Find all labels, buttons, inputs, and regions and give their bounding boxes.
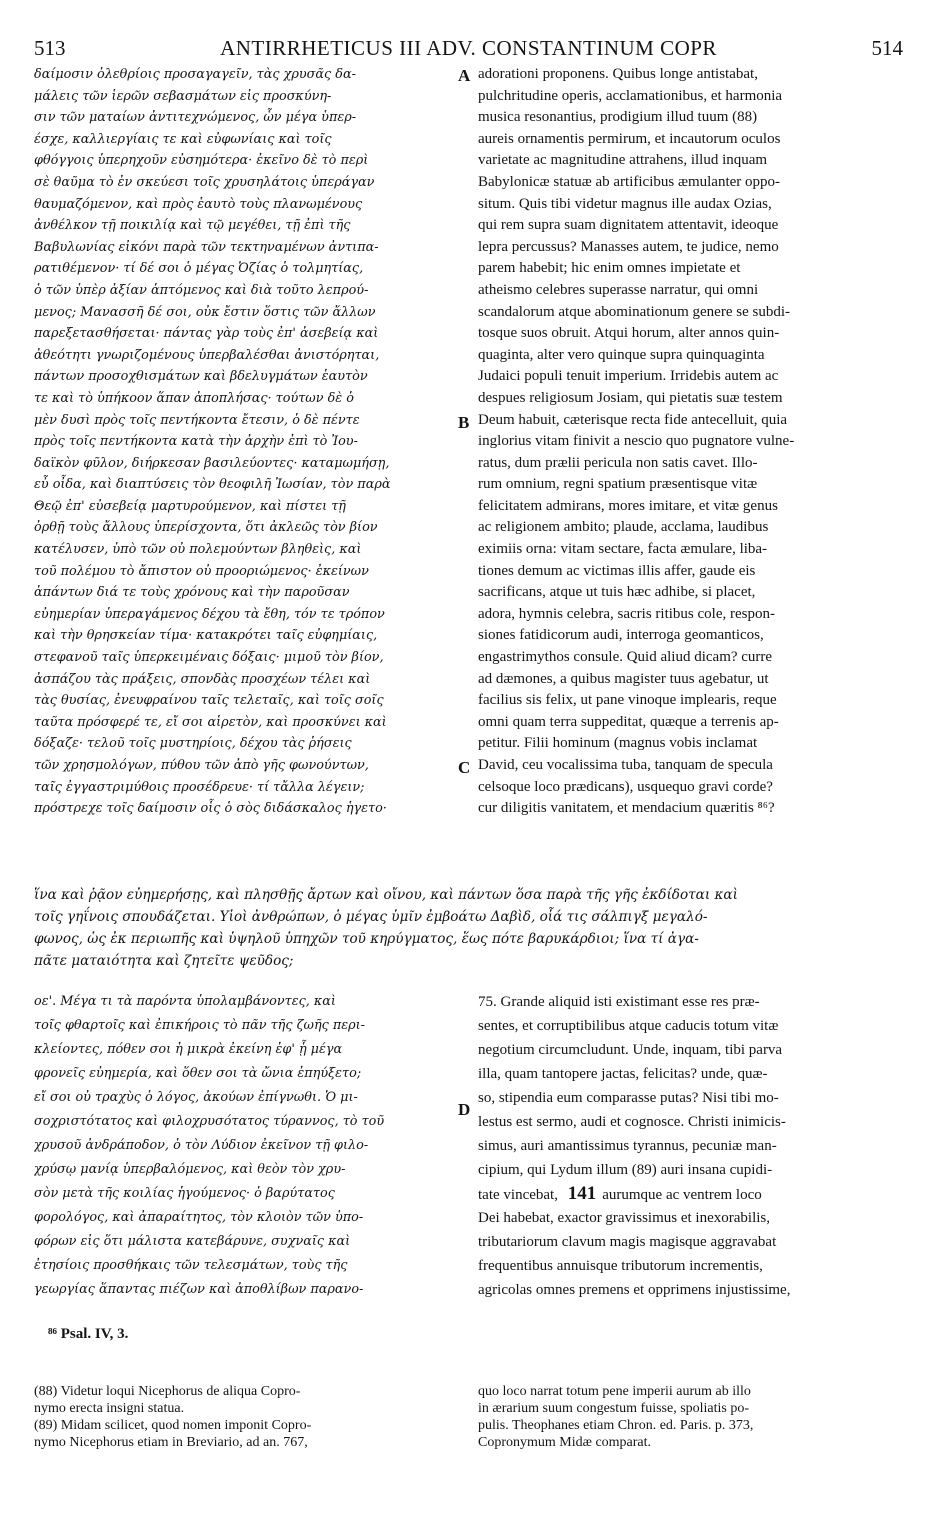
text-line: quo loco narrat totum pene imperii aurum ab illo <box>478 1384 751 1399</box>
text-line: μενος; Μανασσῆ δέ σοι, οὐκ ἔστιν ὅστις τῶν ἄλλων <box>34 304 376 320</box>
text-line: Deum habuit, cæterisque recta fide antecelluit, quia <box>478 411 788 428</box>
text-line: illa, quam tantopere jactas, felicitas? unde, quæ- <box>478 1066 768 1082</box>
text-line: in ærarium suum congestum fuisse, spoliatis po- <box>478 1401 750 1416</box>
text-line: lepra percussus? Manasses autem, te judice, nemo <box>478 238 779 255</box>
footnote-86: ⁸⁶ Psal. IV, 3. <box>48 1326 129 1342</box>
text-line: siones fatidicorum audi, interroga geomanticos, <box>478 627 764 644</box>
text-line: ἁπάντων διά τε τοὺς χρόνους καὶ τὴν παροῦσαν <box>34 585 350 601</box>
text-line: ὁ τῶν ὑπὲρ ἀξίαν ἁπτόμενος καὶ διὰ τοῦτο λεπρού- <box>34 282 369 298</box>
margin-marker-a: A <box>458 66 471 85</box>
text-line: μὲν δυσὶ πρὸς τοῖς πεντήκοντα ἔτεσιν, ὁ δὲ πέντε <box>34 412 360 428</box>
text-line: ἐτησίοις προσθήκαις τῶν τελεσμάτων, τοὺς τῆς <box>34 1258 348 1273</box>
text-line: κατέλυσεν, ὑπὸ τῶν οὐ πολεμούντων βληθεὶς, καὶ <box>34 542 362 558</box>
text-line: τοῖς φθαρτοῖς καὶ ἐπικήροις τὸ πᾶν τῆς ζωῆς περι- <box>34 1018 366 1033</box>
text-line: despues religiosum Josiam, qui pietatis suæ testem <box>478 389 783 406</box>
text-line: δαίμοσιν ὀλεθρίοις προσαγαγεῖν, τὰς χρυσᾶς δα- <box>34 67 356 82</box>
text-line: quaginta, alter vero quinque supra quinquaginta <box>478 346 765 363</box>
text-line: ἵνα καὶ ῥᾷον εὐημερήσῃς, καὶ πλησθῇς ἄρτων καὶ οἴνου, καὶ πάντων ὅσα παρὰ τῆς γῆς ἐκδίδοται καὶ <box>34 887 738 903</box>
text-line: so, stipendia eum comparasse putas? Nisi tibi mo- <box>478 1090 779 1106</box>
text-line: εὐημερίαν ὑπεραγάμενος δέχου τὰ ἔθη, τόν τε τρόπον <box>34 606 385 622</box>
margin-marker-b: B <box>458 413 470 432</box>
notes-left <box>34 1383 454 1451</box>
text-line: τὰς θυσίας, ἐνευφραίνου ταῖς τελεταῖς, καὶ τοῖς σοῖς <box>34 693 384 709</box>
text-line: petitur. Filii hominum (magnus vobis inclamat <box>478 735 758 752</box>
text-line: τοῖς γηΐνοις σπουδάζεται. Υἱοὶ ἀνθρώπων, ὁ μέγας ὑμῖν ἐμβοάτω Δαβὶδ, οἷά τις σάλπιγξ μεγαλό- <box>34 909 708 925</box>
text-line: δαϊκὸν φῦλον, διήρκεσαν βασιλεύοντες· καταμωμήσῃ, <box>34 455 390 471</box>
text-line: facilius sis felix, ut pane vinoque implearis, reque <box>478 692 777 709</box>
text-line: Βαβυλωνίας εἰκόνι παρὰ τῶν τεκτηναμένων ἀντιπα- <box>34 239 379 255</box>
page-number-left: 513 <box>34 36 66 60</box>
text-line: ac religionem ambito; plaude, acclama, laudibus <box>478 519 769 536</box>
text-line: Copronymum Midæ comparat. <box>478 1435 652 1450</box>
text-line: parem habebit; hic enim omnes impietate et <box>478 260 741 277</box>
text-line: σὲ θαῦμα τὸ ἐν σκεύεσι τοῖς χρυσηλάτοις ὑπεράγαν <box>34 174 375 190</box>
text-line: ὀρθῇ τοὺς ἄλλους ὑπερίσχοντα, ὅτι ἀκλεῶς τὸν βίον <box>34 520 378 536</box>
margin-marker-c: C <box>458 758 471 777</box>
text-line: ἀσπάζου τὰς πράξεις, σπονδὰς προσχέων τέλει καὶ <box>34 671 371 687</box>
text-line: Θεῷ ἐπ' εὐσεβείᾳ μαρτυρούμενον, καὶ πίστει τῇ <box>34 498 346 514</box>
text-line: ἀθεότητι γνωριζομένους ὑπερβαλέσθαι ἀνιστόρηται, <box>34 347 380 363</box>
latin-column-2 <box>478 990 896 1302</box>
text-line: εὖ οἶδα, καὶ διαπτύσεις τὸν θεοφιλῆ Ἰωσίαν, τὸν παρὰ <box>34 477 391 493</box>
text-line: (88) Videtur loqui Nicephorus de aliqua Copro- <box>34 1384 301 1399</box>
text-line: rum omnium, regni spatium præsentisque vitæ <box>478 476 758 493</box>
text-line: σὸν μετὰ τῆς κοιλίας ἡγούμενος· ὁ βαρύτατος <box>34 1186 335 1201</box>
text-line: τοῦ πολέμου τὸ ἄπιστον οὐ προοριώμενος· ἐκείνων <box>34 563 369 579</box>
text-line: David, ceu vocalissima tuba, tanquam de specula <box>478 757 773 773</box>
text-line: inglorius vitam finivit a nescio quo pugnatore vulne- <box>478 433 795 450</box>
text-line: φορολόγος, καὶ ἀπαραίτητος, τὸν κλοιὸν τῶν ὑπο- <box>34 1210 364 1225</box>
page-header <box>34 36 903 62</box>
text-line: χρύσῳ μανίᾳ ὑπερβαλόμενος, καὶ θεὸν τὸν χρυ- <box>34 1162 346 1177</box>
text-line: σιν τῶν ματαίων ἀντιτεχνώμενος, ὧν μέγα ὑπερ- <box>34 110 357 126</box>
text-line: τε καὶ τὸ ὑπήκοον ἅπαν ἀποπλήσας· τούτων δὲ ὁ <box>34 390 354 406</box>
text-line: omni quam terra suppeditat, quæque a terrenis ap- <box>478 713 779 730</box>
text-line: πάντων προσοχθισμάτων καὶ βδελυγμάτων ἑαυτὸν <box>34 369 368 385</box>
text-line: ἀνθέλκον τῇ ποικιλίᾳ καὶ τῷ μεγέθει, τῇ ἐπὶ τῆς <box>34 218 351 234</box>
text-line: scandalorum atque abominationum genere se subdi- <box>478 303 790 320</box>
notes-right <box>478 1383 898 1451</box>
text-line: agricolas omnes premens et opprimens injustissime, <box>478 1282 791 1298</box>
text-line: eximiis orna: vitam sectare, facta æmulare, liba- <box>478 541 768 558</box>
text-line: adorationi proponens. Quibus longe antistabat, <box>478 66 758 82</box>
text-line: situm. Quis tibi videtur magnus ille audax Ozias, <box>478 195 772 212</box>
text-line: nymo Nicephorus etiam in Breviario, ad an. 767, <box>34 1435 308 1450</box>
text-line: δόξαζε· τελοῦ τοῖς μυστηρίοις, δέχου τὰς ῥήσεις <box>34 736 352 752</box>
text-line: nymo erecta insigni statua. <box>34 1401 185 1416</box>
text-line: φωνος, ὡς ἐκ περιωπῆς καὶ ὑψηλοῦ ὑπηχῶν τοῦ κηρύγματος, ἕως πότε βαρυκάρδιοι; ἵνα τί ἀγα- <box>34 931 699 947</box>
text-line: lestus est sermo, audi et cognosce. Christi inimicis- <box>478 1114 786 1130</box>
text-line: atheismo celebres superasse narratur, qui omni <box>478 281 759 298</box>
line-tail: aurumque ac ventrem loco <box>602 1187 762 1203</box>
text-line: ταῖς ἐγγαστριμύθοις προσέδρευε· τί τἄλλα λέγειν; <box>34 779 365 795</box>
text-line: musica resonantius, prodigium illud tuum (88) <box>478 109 758 126</box>
text-line: pulchritudine operis, acclamationibus, et harmonia <box>478 87 783 104</box>
page-number-right: 514 <box>871 36 903 60</box>
text-line: felicitatem admirans, mores imitare, et vitæ genus <box>478 497 778 514</box>
text-line: aureis ornamentis permirum, et incautorum oculos <box>478 130 781 147</box>
text-line: τῶν χρησμολόγων, πύθου τῶν ἀπὸ γῆς φωνούντων, <box>34 758 369 773</box>
greek-column-2 <box>34 990 456 1302</box>
text-line: sentes, et corruptibilibus atque caducis totum vitæ <box>478 1018 779 1034</box>
text-line: οε'. Μέγα τι τὰ παρόντα ὑπολαμβάνοντες, καὶ <box>34 994 336 1009</box>
text-line: adora, hymnis celebra, sacris ritibus cole, respon- <box>478 605 775 622</box>
text-line: frequentibus annuisque tributorum incrementis, <box>478 1258 763 1274</box>
text-line: Dei habebat, exactor gravissimus et inexorabilis, <box>478 1210 770 1226</box>
text-line: καὶ τὴν θρησκείαν τίμα· κατακρότει ταῖς εὐφημίαις, <box>34 628 378 644</box>
text-line: Judaici populi tenuit imperium. Irridebis autem ac <box>478 368 779 385</box>
text-line: φόρων εἰς ὅτι μάλιστα κατεβάρυνε, συχναῖς καὶ <box>34 1234 351 1249</box>
margin-marker-d: D <box>458 1100 471 1119</box>
text-line: tate vincebat, 141 aurumque ac ventrem loco <box>478 1183 762 1204</box>
text-line: (89) Midam scilicet, quod nomen imponit Copro- <box>34 1418 312 1433</box>
full-width-greek <box>34 884 898 972</box>
text-line: ταῦτα πρόσφερέ τε, εἴ σοι αἱρετὸν, καὶ προσκύνει καὶ <box>34 714 387 730</box>
text-line: πρόστρεχε τοῖς δαίμοσιν οἷς ὁ σὸς διδάσκαλος ἡγετο· <box>34 801 387 817</box>
text-line: γεωργίας ἅπαντας πιέζων καὶ ἀποθλίβων παρανο- <box>34 1282 364 1297</box>
text-line: Babylonicæ statuæ ab artificibus æmulanter oppo- <box>478 173 781 190</box>
text-line: σοχριστότατος καὶ φιλοχρυσότατος τύραννος, τὸ τοῦ <box>34 1114 385 1129</box>
greek-column <box>34 64 456 820</box>
text-line: ρατιθέμενον· τί δέ σοι ὁ μέγας Ὀζίας ὁ τολμητίας, <box>34 261 364 277</box>
text-line: tributariorum clavum magis magisque aggravabat <box>478 1234 777 1250</box>
text-line: 75. Grande aliquid isti existimant esse res præ- <box>478 994 760 1010</box>
text-line: simus, auri amantissimus tyrannus, pecuniæ man- <box>478 1138 777 1154</box>
text-line: varietate ac magnitudine attrahens, illud inquam <box>478 152 768 169</box>
text-line: tiones demum ac victimas illis affer, gaude eis <box>478 562 756 579</box>
text-line: κλείοντες, πόθεν σοι ἡ μικρὰ ἐκείνη ἐφ' ᾗ μέγα <box>34 1042 343 1057</box>
text-line: cipium, qui Lydum illum (89) auri insana cupidi- <box>478 1162 773 1178</box>
text-line: εἴ σοι οὐ τραχὺς ὁ λόγος, ἀκούων ἐπίγνωθι. Ὁ μι- <box>34 1090 358 1105</box>
text-line: έσχε, καλλιεργίαις τε καὶ εὐφωνίαις καὶ τοῖς <box>34 131 332 147</box>
text-line: θαυμαζόμενον, καὶ πρὸς ἑαυτὸ τοὺς πλανωμένους <box>34 196 363 212</box>
text-line: cur diligitis vanitatem, et mendacium quæritis ⁸⁶? <box>478 800 775 817</box>
text-line: φθόγγοις ὑπερηχοῦν εὐσημότερα· ἐκεῖνο δὲ τὸ περὶ <box>34 153 369 169</box>
running-title: ANTIRRHETICUS III ADV. CONSTANTINUM COPR <box>220 36 717 60</box>
text-line: sacrificans, atque ut tuis hæc adhibe, si placet, <box>478 584 756 601</box>
page-number-marker: 141 <box>567 1183 597 1204</box>
text-line: μάλεις τῶν ἱερῶν σεβασμάτων εἰς προσκύνη- <box>34 88 332 104</box>
text-line: celsoque loco prædicans), usquequo gravi corde? <box>478 778 773 795</box>
text-line: pulis. Theophanes etiam Chron. ed. Paris. p. 373, <box>478 1418 754 1433</box>
text-line: ratus, dum prælii pericula non satis cavet. Illo- <box>478 454 758 471</box>
text-line: engastrimythos consule. Quid aliud dicam? curre <box>478 649 773 666</box>
text-line: χρυσοῦ ἀνδράποδον, ὁ τὸν Λύδιον ἐκεῖνον τῇ φιλο- <box>34 1138 369 1153</box>
text-line: πᾶτε ματαιότητα καὶ ζητεῖτε ψεῦδος; <box>34 953 294 969</box>
text-line: tosque suos obruit. Atqui horum, alter annos quin- <box>478 325 780 342</box>
latin-column <box>478 64 896 820</box>
text-line: πρὸς τοῖς πεντήκοντα κατὰ τὴν ἀρχὴν ἐπὶ τὸ Ἰου- <box>34 434 358 450</box>
text-line: ad dæmones, a quibus magister tuus agebatur, ut <box>478 670 769 687</box>
text-line: φρονεῖς εὐημερία, καὶ ὅθεν σοι τὰ ὤνια ἐπηύξετο; <box>34 1066 362 1081</box>
text-line: στεφανοῦ ταῖς ὑπερκειμέναις δόξαις· μιμοῦ τὸν βίον, <box>34 650 384 666</box>
text-line: παρεξετασθήσεται· πάντας γὰρ τοὺς ἐπ' ἀσεβείᾳ καὶ <box>34 326 379 342</box>
text-line: negotium circumcludunt. Unde, inquam, tibi parva <box>478 1042 783 1058</box>
text-line: qui rem supra suam dignitatem attentavit, ideoque <box>478 217 779 234</box>
